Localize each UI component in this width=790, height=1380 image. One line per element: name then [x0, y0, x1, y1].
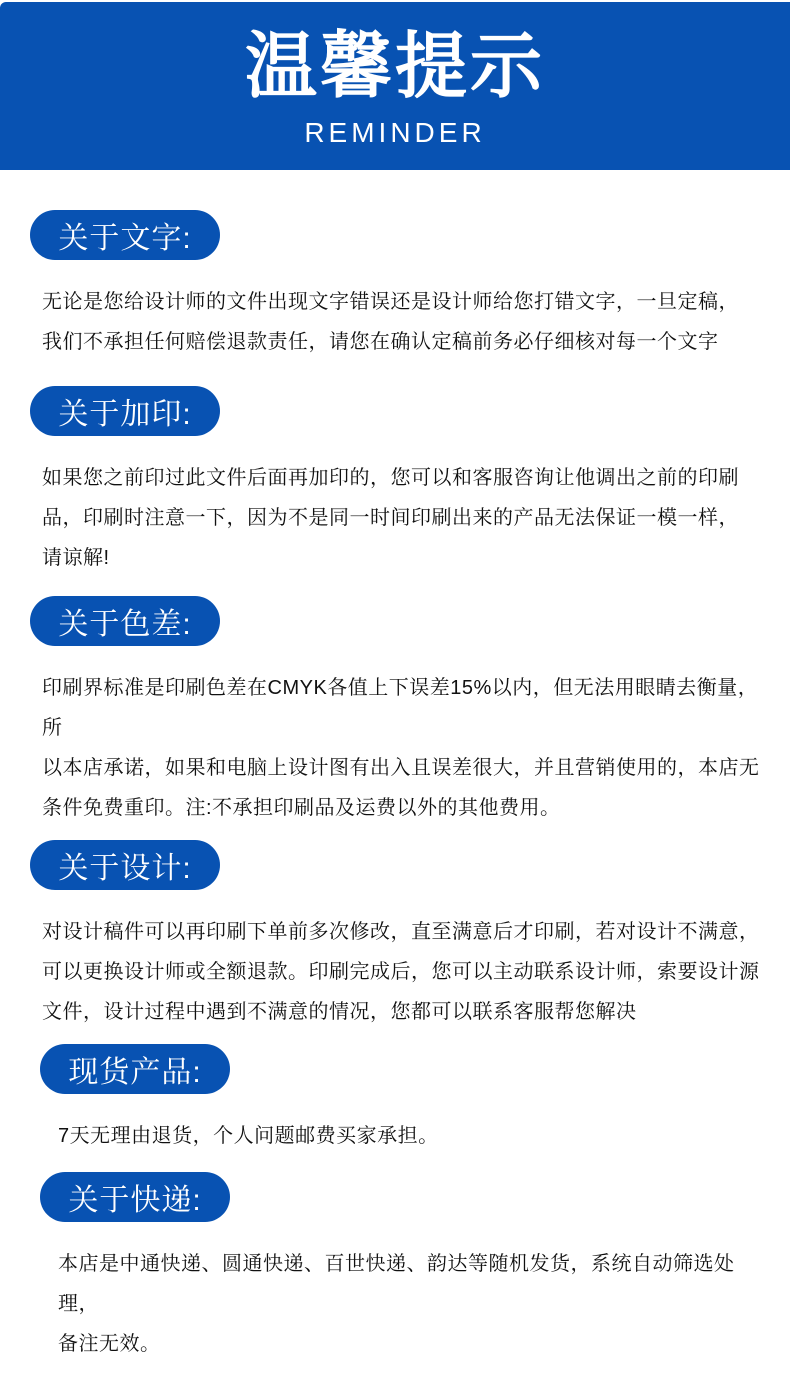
body-line: 如果您之前印过此文件后面再加印的，您可以和客服咨询让他调出之前的印刷 [42, 467, 739, 489]
body-line: 条件免费重印。注:不承担印刷品及运费以外的其他费用。 [42, 797, 561, 819]
section-body-about-reprint [0, 458, 790, 578]
section-body-about-shipping [0, 1244, 790, 1364]
body-line: 品，印刷时注意一下，因为不是同一时间印刷出来的产品无法保证一模一样， [42, 507, 739, 529]
body-line: 无论是您给设计师的文件出现文字错误还是设计师给您打错文字，一旦定稿， [42, 291, 739, 313]
body-line: 可以更换设计师或全额退款。印刷完成后，您可以主动联系设计师，索要设计源 [42, 961, 760, 983]
section-pill-about-text: 关于文字: [30, 210, 220, 260]
section-body-stock-products [0, 1116, 790, 1156]
bottom-whitespace [0, 1364, 790, 1380]
section-about-shipping [0, 1172, 790, 1364]
section-about-reprint [0, 386, 790, 578]
body-line: 备注无效。 [58, 1333, 161, 1355]
page-title: 温馨提示 [244, 27, 545, 107]
header-banner [0, 2, 790, 170]
section-pill-about-reprint: 关于加印: [30, 386, 220, 436]
section-pill-stock-products: 现货产品: [40, 1044, 230, 1094]
body-line: 印刷界标准是印刷色差在CMYK各值上下误差15%以内，但无法用眼睛去衡量，所 [42, 677, 759, 739]
section-pill-about-shipping: 关于快递: [40, 1172, 230, 1222]
body-line: 以本店承诺，如果和电脑上设计图有出入且误差很大，并且营销使用的，本店无 [42, 757, 760, 779]
section-about-text [0, 210, 790, 362]
section-pill-about-color-difference: 关于色差: [30, 596, 220, 646]
section-about-design [0, 840, 790, 1032]
section-body-about-design [0, 912, 790, 1032]
section-body-about-text [0, 282, 790, 362]
body-line: 文件，设计过程中遇到不满意的情况，您都可以联系客服帮您解决 [42, 1001, 637, 1023]
body-line: 对设计稿件可以再印刷下单前多次修改，直至满意后才印刷，若对设计不满意， [42, 921, 760, 943]
body-line: 我们不承担任何赔偿退款责任，请您在确认定稿前务必仔细核对每一个文字 [42, 331, 719, 353]
section-about-color-difference [0, 596, 790, 828]
body-line: 7天无理由退货，个人问题邮费买家承担。 [58, 1125, 439, 1147]
section-pill-about-design: 关于设计: [30, 840, 220, 890]
page-subtitle: REMINDER [304, 117, 486, 148]
section-body-about-color-difference [0, 668, 790, 828]
section-stock-products [0, 1044, 790, 1156]
body-line: 请谅解! [42, 547, 110, 569]
body-line: 本店是中通快递、圆通快递、百世快递、韵达等随机发货，系统自动筛选处理， [58, 1253, 735, 1315]
